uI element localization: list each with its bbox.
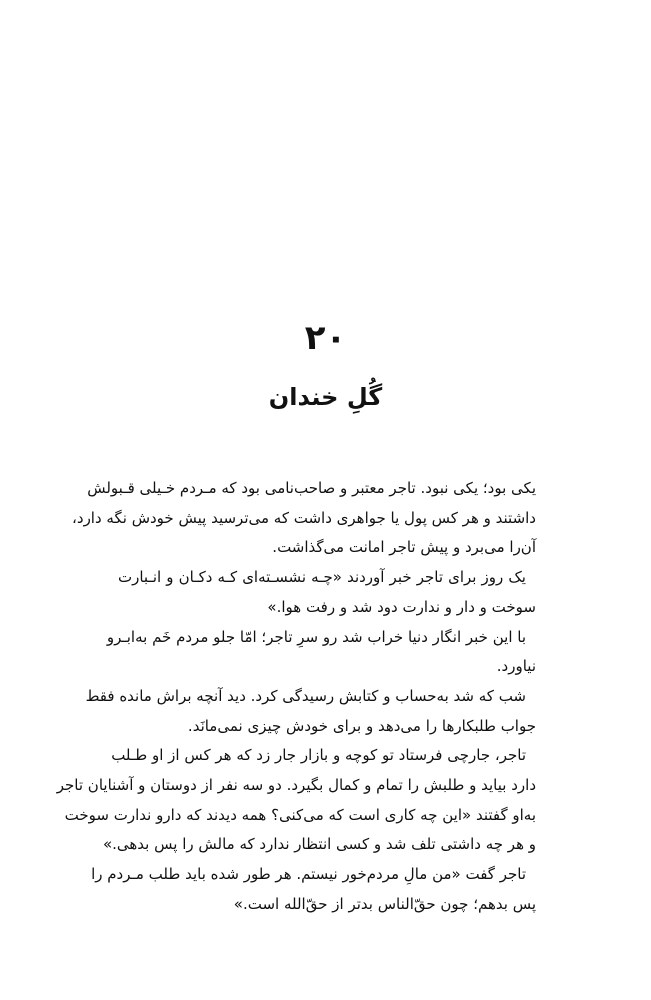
story-text: [56, 474, 536, 920]
text-line: تاجر گفت «من مالِ مردم‌خور نیستم. هر طور شده باید طلب مـردم را: [91, 865, 526, 884]
text-line: یک روز برای تاجر خبر آوردند «چـه نشسـته‌ای کـه دکـان و انـبارت: [118, 568, 526, 587]
text-line: پس بدهم؛ چون حقّ‌الناس بدتر از حقّ‌الله است.»: [233, 894, 536, 913]
text-line: به‌او گفتند «این چه کاری است که می‌کنی؟ همه دیدند که دارو ندارت سوخت: [64, 805, 536, 824]
text-line: یکی بود؛ یکی نبود. تاجر معتبر و صاحب‌نامی بود که مـردم خـیلی قـبولش: [87, 479, 536, 497]
chapter-number: ۲۰: [304, 318, 347, 358]
text-line: جواب طلبکارها را می‌دهد و برای خودش چیزی نمی‌مانَد.: [187, 716, 536, 735]
text-line: شب که شد به‌حساب و کتابش رسیدگی کرد. دید آنچه براش مانده فقط: [85, 686, 526, 705]
text-line: نیاورد.: [496, 657, 536, 676]
text-line: دارد بیاید و طلبش را تمام و کمال بگیرد. دو سه نفر از دوستان و آشنایان تاجر: [56, 776, 536, 795]
text-line: سوخت و دار و ندارت دود شد و رفت هوا.»: [267, 597, 536, 616]
chapter-title: گُلِ خندان: [268, 383, 383, 411]
text-line: و هر چه داشتی تلف شد و کسی انتظار ندارد که مالش را پس بدهی.»: [102, 835, 536, 854]
text-line: با این خبر انگار دنیا خراب شد رو سرِ تاجر؛ امّا جلو مردم خَم به‌ابـرو: [106, 627, 526, 646]
text-line: تاجر، جارچی فرستاد تو کوچه و بازار جار زد که هر کس از او طـلب: [111, 746, 526, 765]
text-line: داشتند و هر کس پول یا جواهری داشت که می‌ترسید پیش خودش نگه دارد،: [72, 508, 536, 527]
text-line: آن‌را می‌برد و پیش تاجر امانت می‌گذاشت.: [272, 538, 536, 557]
